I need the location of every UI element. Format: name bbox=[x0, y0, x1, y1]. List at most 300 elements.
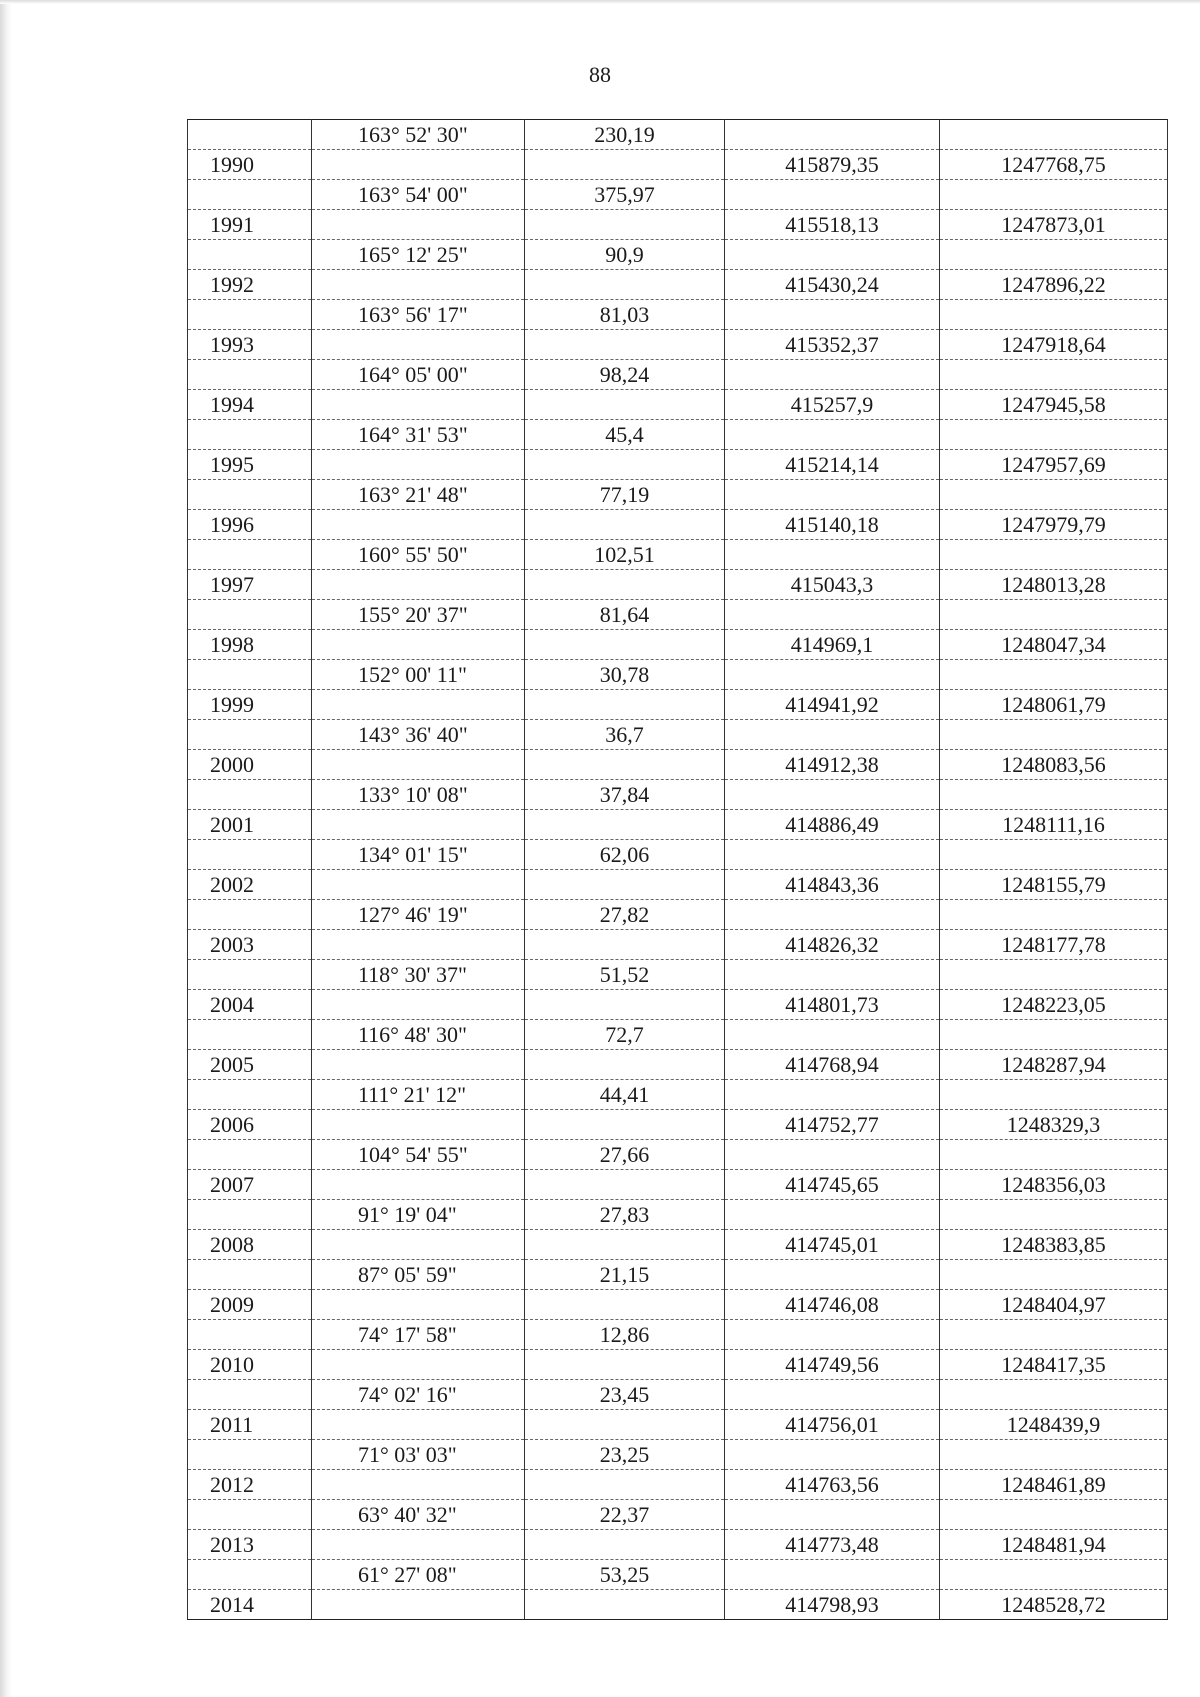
y-coordinate-cell: 1247957,69 bbox=[940, 450, 1168, 480]
distance-cell: 90,9 bbox=[525, 240, 725, 270]
distance-cell: 375,97 bbox=[525, 180, 725, 210]
empty-cell bbox=[940, 720, 1168, 750]
empty-cell bbox=[940, 1440, 1168, 1470]
empty-cell bbox=[188, 1380, 312, 1410]
y-coordinate-cell: 1248287,94 bbox=[940, 1050, 1168, 1080]
x-coordinate-cell: 415257,9 bbox=[725, 390, 940, 420]
empty-cell bbox=[940, 540, 1168, 570]
empty-cell bbox=[725, 1320, 940, 1350]
distance-cell: 81,03 bbox=[525, 300, 725, 330]
distance-cell: 81,64 bbox=[525, 600, 725, 630]
segment-row bbox=[188, 1260, 1168, 1290]
segment-row bbox=[188, 1080, 1168, 1110]
empty-cell bbox=[940, 780, 1168, 810]
point-row bbox=[188, 1410, 1168, 1440]
empty-cell bbox=[525, 330, 725, 360]
y-coordinate-cell: 1248404,97 bbox=[940, 1290, 1168, 1320]
empty-cell bbox=[725, 240, 940, 270]
distance-cell: 23,45 bbox=[525, 1380, 725, 1410]
empty-cell bbox=[525, 870, 725, 900]
empty-cell bbox=[312, 390, 525, 420]
empty-cell bbox=[188, 240, 312, 270]
empty-cell bbox=[940, 420, 1168, 450]
x-coordinate-cell: 414826,32 bbox=[725, 930, 940, 960]
scan-margin-shadow bbox=[0, 0, 12, 1697]
empty-cell bbox=[188, 840, 312, 870]
empty-cell bbox=[188, 960, 312, 990]
distance-cell: 230,19 bbox=[525, 120, 725, 150]
angle-cell: 91° 19' 04" bbox=[312, 1200, 525, 1230]
empty-cell bbox=[525, 210, 725, 240]
x-coordinate-cell: 414768,94 bbox=[725, 1050, 940, 1080]
distance-cell: 62,06 bbox=[525, 840, 725, 870]
empty-cell bbox=[525, 750, 725, 780]
empty-cell bbox=[188, 1320, 312, 1350]
segment-row bbox=[188, 1020, 1168, 1050]
point-number-cell: 1992 bbox=[188, 270, 312, 300]
point-row bbox=[188, 1290, 1168, 1320]
empty-cell bbox=[312, 1590, 525, 1620]
empty-cell bbox=[725, 1500, 940, 1530]
distance-cell: 21,15 bbox=[525, 1260, 725, 1290]
empty-cell bbox=[725, 1080, 940, 1110]
empty-cell bbox=[725, 780, 940, 810]
segment-row bbox=[188, 960, 1168, 990]
empty-cell bbox=[725, 480, 940, 510]
empty-cell bbox=[188, 1260, 312, 1290]
distance-cell: 22,37 bbox=[525, 1500, 725, 1530]
segment-row bbox=[188, 180, 1168, 210]
angle-cell: 160° 55' 50" bbox=[312, 540, 525, 570]
x-coordinate-cell: 414843,36 bbox=[725, 870, 940, 900]
point-number-cell: 2014 bbox=[188, 1590, 312, 1620]
empty-cell bbox=[725, 420, 940, 450]
point-row bbox=[188, 630, 1168, 660]
point-row bbox=[188, 1230, 1168, 1260]
empty-cell bbox=[725, 1020, 940, 1050]
scan-top-shadow bbox=[0, 0, 1200, 4]
empty-cell bbox=[940, 840, 1168, 870]
point-row bbox=[188, 870, 1168, 900]
distance-cell: 44,41 bbox=[525, 1080, 725, 1110]
empty-cell bbox=[940, 1320, 1168, 1350]
distance-cell: 27,83 bbox=[525, 1200, 725, 1230]
empty-cell bbox=[188, 780, 312, 810]
point-row bbox=[188, 1530, 1168, 1560]
point-number-cell: 2005 bbox=[188, 1050, 312, 1080]
empty-cell bbox=[312, 1410, 525, 1440]
empty-cell bbox=[940, 900, 1168, 930]
x-coordinate-cell: 415043,3 bbox=[725, 570, 940, 600]
empty-cell bbox=[525, 450, 725, 480]
segment-row bbox=[188, 1440, 1168, 1470]
empty-cell bbox=[188, 1200, 312, 1230]
empty-cell bbox=[525, 390, 725, 420]
y-coordinate-cell: 1247768,75 bbox=[940, 150, 1168, 180]
angle-cell: 152° 00' 11" bbox=[312, 660, 525, 690]
point-number-cell: 1999 bbox=[188, 690, 312, 720]
empty-cell bbox=[725, 900, 940, 930]
angle-cell: 116° 48' 30" bbox=[312, 1020, 525, 1050]
segment-row bbox=[188, 1140, 1168, 1170]
angle-cell: 163° 52' 30" bbox=[312, 120, 525, 150]
distance-cell: 27,66 bbox=[525, 1140, 725, 1170]
distance-cell: 51,52 bbox=[525, 960, 725, 990]
y-coordinate-cell: 1248061,79 bbox=[940, 690, 1168, 720]
empty-cell bbox=[312, 1110, 525, 1140]
point-number-cell: 2013 bbox=[188, 1530, 312, 1560]
empty-cell bbox=[940, 180, 1168, 210]
empty-cell bbox=[725, 660, 940, 690]
point-row bbox=[188, 690, 1168, 720]
point-number-cell: 1993 bbox=[188, 330, 312, 360]
empty-cell bbox=[525, 1050, 725, 1080]
empty-cell bbox=[312, 870, 525, 900]
x-coordinate-cell: 414801,73 bbox=[725, 990, 940, 1020]
empty-cell bbox=[940, 1140, 1168, 1170]
empty-cell bbox=[940, 360, 1168, 390]
empty-cell bbox=[940, 1200, 1168, 1230]
point-row bbox=[188, 810, 1168, 840]
empty-cell bbox=[525, 630, 725, 660]
x-coordinate-cell: 414941,92 bbox=[725, 690, 940, 720]
empty-cell bbox=[525, 270, 725, 300]
empty-cell bbox=[312, 210, 525, 240]
x-coordinate-cell: 414749,56 bbox=[725, 1350, 940, 1380]
coordinate-table bbox=[187, 119, 1168, 1620]
angle-cell: 155° 20' 37" bbox=[312, 600, 525, 630]
y-coordinate-cell: 1247896,22 bbox=[940, 270, 1168, 300]
empty-cell bbox=[940, 1260, 1168, 1290]
x-coordinate-cell: 415879,35 bbox=[725, 150, 940, 180]
segment-row bbox=[188, 1320, 1168, 1350]
empty-cell bbox=[940, 1080, 1168, 1110]
empty-cell bbox=[188, 1140, 312, 1170]
empty-cell bbox=[940, 480, 1168, 510]
empty-cell bbox=[312, 330, 525, 360]
angle-cell: 61° 27' 08" bbox=[312, 1560, 525, 1590]
point-row bbox=[188, 390, 1168, 420]
empty-cell bbox=[312, 270, 525, 300]
point-number-cell: 1990 bbox=[188, 150, 312, 180]
point-number-cell: 1994 bbox=[188, 390, 312, 420]
empty-cell bbox=[725, 1440, 940, 1470]
angle-cell: 143° 36' 40" bbox=[312, 720, 525, 750]
distance-cell: 77,19 bbox=[525, 480, 725, 510]
segment-row bbox=[188, 540, 1168, 570]
empty-cell bbox=[312, 1230, 525, 1260]
empty-cell bbox=[525, 990, 725, 1020]
x-coordinate-cell: 415518,13 bbox=[725, 210, 940, 240]
x-coordinate-cell: 415140,18 bbox=[725, 510, 940, 540]
y-coordinate-cell: 1248383,85 bbox=[940, 1230, 1168, 1260]
empty-cell bbox=[525, 1230, 725, 1260]
point-number-cell: 1991 bbox=[188, 210, 312, 240]
point-row bbox=[188, 1110, 1168, 1140]
empty-cell bbox=[940, 1380, 1168, 1410]
angle-cell: 118° 30' 37" bbox=[312, 960, 525, 990]
empty-cell bbox=[525, 1530, 725, 1560]
empty-cell bbox=[725, 1200, 940, 1230]
x-coordinate-cell: 414745,65 bbox=[725, 1170, 940, 1200]
empty-cell bbox=[725, 840, 940, 870]
empty-cell bbox=[940, 120, 1168, 150]
empty-cell bbox=[188, 720, 312, 750]
segment-row bbox=[188, 480, 1168, 510]
point-number-cell: 2007 bbox=[188, 1170, 312, 1200]
point-number-cell: 2012 bbox=[188, 1470, 312, 1500]
distance-cell: 27,82 bbox=[525, 900, 725, 930]
point-row bbox=[188, 450, 1168, 480]
x-coordinate-cell: 414763,56 bbox=[725, 1470, 940, 1500]
empty-cell bbox=[312, 750, 525, 780]
angle-cell: 104° 54' 55" bbox=[312, 1140, 525, 1170]
x-coordinate-cell: 414745,01 bbox=[725, 1230, 940, 1260]
empty-cell bbox=[525, 1590, 725, 1620]
coordinate-table-body bbox=[188, 120, 1168, 1620]
y-coordinate-cell: 1248177,78 bbox=[940, 930, 1168, 960]
point-number-cell: 2003 bbox=[188, 930, 312, 960]
empty-cell bbox=[525, 1410, 725, 1440]
empty-cell bbox=[312, 690, 525, 720]
empty-cell bbox=[188, 1500, 312, 1530]
empty-cell bbox=[188, 360, 312, 390]
empty-cell bbox=[188, 540, 312, 570]
empty-cell bbox=[940, 960, 1168, 990]
angle-cell: 163° 56' 17" bbox=[312, 300, 525, 330]
empty-cell bbox=[725, 1260, 940, 1290]
empty-cell bbox=[940, 1020, 1168, 1050]
x-coordinate-cell: 414886,49 bbox=[725, 810, 940, 840]
segment-row bbox=[188, 360, 1168, 390]
empty-cell bbox=[188, 1440, 312, 1470]
segment-row bbox=[188, 780, 1168, 810]
distance-cell: 12,86 bbox=[525, 1320, 725, 1350]
empty-cell bbox=[188, 420, 312, 450]
angle-cell: 165° 12' 25" bbox=[312, 240, 525, 270]
empty-cell bbox=[525, 510, 725, 540]
point-row bbox=[188, 1350, 1168, 1380]
angle-cell: 133° 10' 08" bbox=[312, 780, 525, 810]
y-coordinate-cell: 1247873,01 bbox=[940, 210, 1168, 240]
point-row bbox=[188, 330, 1168, 360]
segment-row bbox=[188, 1560, 1168, 1590]
empty-cell bbox=[525, 150, 725, 180]
point-number-cell: 1995 bbox=[188, 450, 312, 480]
empty-cell bbox=[312, 1530, 525, 1560]
angle-cell: 87° 05' 59" bbox=[312, 1260, 525, 1290]
point-row bbox=[188, 930, 1168, 960]
y-coordinate-cell: 1248356,03 bbox=[940, 1170, 1168, 1200]
empty-cell bbox=[725, 540, 940, 570]
empty-cell bbox=[312, 570, 525, 600]
angle-cell: 74° 02' 16" bbox=[312, 1380, 525, 1410]
segment-row bbox=[188, 1200, 1168, 1230]
empty-cell bbox=[525, 570, 725, 600]
x-coordinate-cell: 415214,14 bbox=[725, 450, 940, 480]
x-coordinate-cell: 415430,24 bbox=[725, 270, 940, 300]
y-coordinate-cell: 1248329,3 bbox=[940, 1110, 1168, 1140]
empty-cell bbox=[725, 360, 940, 390]
empty-cell bbox=[525, 930, 725, 960]
point-number-cell: 1996 bbox=[188, 510, 312, 540]
segment-row bbox=[188, 900, 1168, 930]
segment-row bbox=[188, 1380, 1168, 1410]
empty-cell bbox=[188, 1560, 312, 1590]
point-row bbox=[188, 570, 1168, 600]
y-coordinate-cell: 1248439,9 bbox=[940, 1410, 1168, 1440]
empty-cell bbox=[940, 600, 1168, 630]
segment-row bbox=[188, 240, 1168, 270]
distance-cell: 37,84 bbox=[525, 780, 725, 810]
x-coordinate-cell: 414746,08 bbox=[725, 1290, 940, 1320]
empty-cell bbox=[725, 1380, 940, 1410]
point-number-cell: 2004 bbox=[188, 990, 312, 1020]
point-number-cell: 2009 bbox=[188, 1290, 312, 1320]
point-number-cell: 1997 bbox=[188, 570, 312, 600]
empty-cell bbox=[312, 990, 525, 1020]
segment-row bbox=[188, 720, 1168, 750]
point-row bbox=[188, 1170, 1168, 1200]
empty-cell bbox=[188, 180, 312, 210]
y-coordinate-cell: 1248461,89 bbox=[940, 1470, 1168, 1500]
point-number-cell: 2001 bbox=[188, 810, 312, 840]
point-number-cell: 2006 bbox=[188, 1110, 312, 1140]
empty-cell bbox=[525, 1470, 725, 1500]
point-row bbox=[188, 270, 1168, 300]
point-number-cell: 2010 bbox=[188, 1350, 312, 1380]
empty-cell bbox=[525, 810, 725, 840]
empty-cell bbox=[725, 1140, 940, 1170]
empty-cell bbox=[312, 450, 525, 480]
x-coordinate-cell: 414798,93 bbox=[725, 1590, 940, 1620]
angle-cell: 164° 31' 53" bbox=[312, 420, 525, 450]
x-coordinate-cell: 414756,01 bbox=[725, 1410, 940, 1440]
distance-cell: 30,78 bbox=[525, 660, 725, 690]
empty-cell bbox=[312, 150, 525, 180]
empty-cell bbox=[188, 1020, 312, 1050]
empty-cell bbox=[312, 1050, 525, 1080]
empty-cell bbox=[188, 600, 312, 630]
point-number-cell: 2008 bbox=[188, 1230, 312, 1260]
empty-cell bbox=[188, 660, 312, 690]
y-coordinate-cell: 1248111,16 bbox=[940, 810, 1168, 840]
y-coordinate-cell: 1248083,56 bbox=[940, 750, 1168, 780]
empty-cell bbox=[725, 300, 940, 330]
segment-row bbox=[188, 1500, 1168, 1530]
empty-cell bbox=[725, 720, 940, 750]
angle-cell: 71° 03' 03" bbox=[312, 1440, 525, 1470]
empty-cell bbox=[312, 630, 525, 660]
distance-cell: 23,25 bbox=[525, 1440, 725, 1470]
empty-cell bbox=[940, 1560, 1168, 1590]
segment-row bbox=[188, 300, 1168, 330]
y-coordinate-cell: 1247979,79 bbox=[940, 510, 1168, 540]
angle-cell: 111° 21' 12" bbox=[312, 1080, 525, 1110]
distance-cell: 98,24 bbox=[525, 360, 725, 390]
point-number-cell: 1998 bbox=[188, 630, 312, 660]
angle-cell: 134° 01' 15" bbox=[312, 840, 525, 870]
empty-cell bbox=[940, 300, 1168, 330]
y-coordinate-cell: 1248013,28 bbox=[940, 570, 1168, 600]
point-row bbox=[188, 210, 1168, 240]
angle-cell: 163° 54' 00" bbox=[312, 180, 525, 210]
point-row bbox=[188, 150, 1168, 180]
angle-cell: 74° 17' 58" bbox=[312, 1320, 525, 1350]
angle-cell: 63° 40' 32" bbox=[312, 1500, 525, 1530]
empty-cell bbox=[312, 930, 525, 960]
point-number-cell: 2002 bbox=[188, 870, 312, 900]
empty-cell bbox=[725, 120, 940, 150]
empty-cell bbox=[725, 960, 940, 990]
point-row bbox=[188, 990, 1168, 1020]
y-coordinate-cell: 1248417,35 bbox=[940, 1350, 1168, 1380]
empty-cell bbox=[525, 1290, 725, 1320]
point-row bbox=[188, 1050, 1168, 1080]
y-coordinate-cell: 1247945,58 bbox=[940, 390, 1168, 420]
empty-cell bbox=[525, 1170, 725, 1200]
empty-cell bbox=[312, 510, 525, 540]
empty-cell bbox=[188, 300, 312, 330]
empty-cell bbox=[940, 240, 1168, 270]
empty-cell bbox=[525, 690, 725, 720]
empty-cell bbox=[525, 1110, 725, 1140]
segment-row bbox=[188, 600, 1168, 630]
y-coordinate-cell: 1248223,05 bbox=[940, 990, 1168, 1020]
distance-cell: 53,25 bbox=[525, 1560, 725, 1590]
distance-cell: 102,51 bbox=[525, 540, 725, 570]
x-coordinate-cell: 414969,1 bbox=[725, 630, 940, 660]
point-row bbox=[188, 750, 1168, 780]
distance-cell: 45,4 bbox=[525, 420, 725, 450]
point-number-cell: 2011 bbox=[188, 1410, 312, 1440]
empty-cell bbox=[940, 660, 1168, 690]
y-coordinate-cell: 1248155,79 bbox=[940, 870, 1168, 900]
empty-cell bbox=[725, 600, 940, 630]
empty-cell bbox=[312, 810, 525, 840]
segment-row bbox=[188, 840, 1168, 870]
empty-cell bbox=[525, 1350, 725, 1380]
point-row bbox=[188, 1470, 1168, 1500]
y-coordinate-cell: 1248528,72 bbox=[940, 1590, 1168, 1620]
angle-cell: 164° 05' 00" bbox=[312, 360, 525, 390]
empty-cell bbox=[312, 1350, 525, 1380]
page-number: 88 bbox=[589, 62, 611, 87]
y-coordinate-cell: 1248047,34 bbox=[940, 630, 1168, 660]
empty-cell bbox=[188, 480, 312, 510]
angle-cell: 163° 21' 48" bbox=[312, 480, 525, 510]
empty-cell bbox=[312, 1170, 525, 1200]
angle-cell: 127° 46' 19" bbox=[312, 900, 525, 930]
empty-cell bbox=[188, 120, 312, 150]
empty-cell bbox=[940, 1500, 1168, 1530]
x-coordinate-cell: 414773,48 bbox=[725, 1530, 940, 1560]
segment-row bbox=[188, 420, 1168, 450]
point-number-cell: 2000 bbox=[188, 750, 312, 780]
distance-cell: 72,7 bbox=[525, 1020, 725, 1050]
empty-cell bbox=[312, 1290, 525, 1320]
empty-cell bbox=[725, 1560, 940, 1590]
y-coordinate-cell: 1247918,64 bbox=[940, 330, 1168, 360]
segment-row bbox=[188, 660, 1168, 690]
x-coordinate-cell: 415352,37 bbox=[725, 330, 940, 360]
point-row bbox=[188, 510, 1168, 540]
x-coordinate-cell: 414912,38 bbox=[725, 750, 940, 780]
y-coordinate-cell: 1248481,94 bbox=[940, 1530, 1168, 1560]
empty-cell bbox=[188, 1080, 312, 1110]
point-row bbox=[188, 1590, 1168, 1620]
empty-cell bbox=[188, 900, 312, 930]
